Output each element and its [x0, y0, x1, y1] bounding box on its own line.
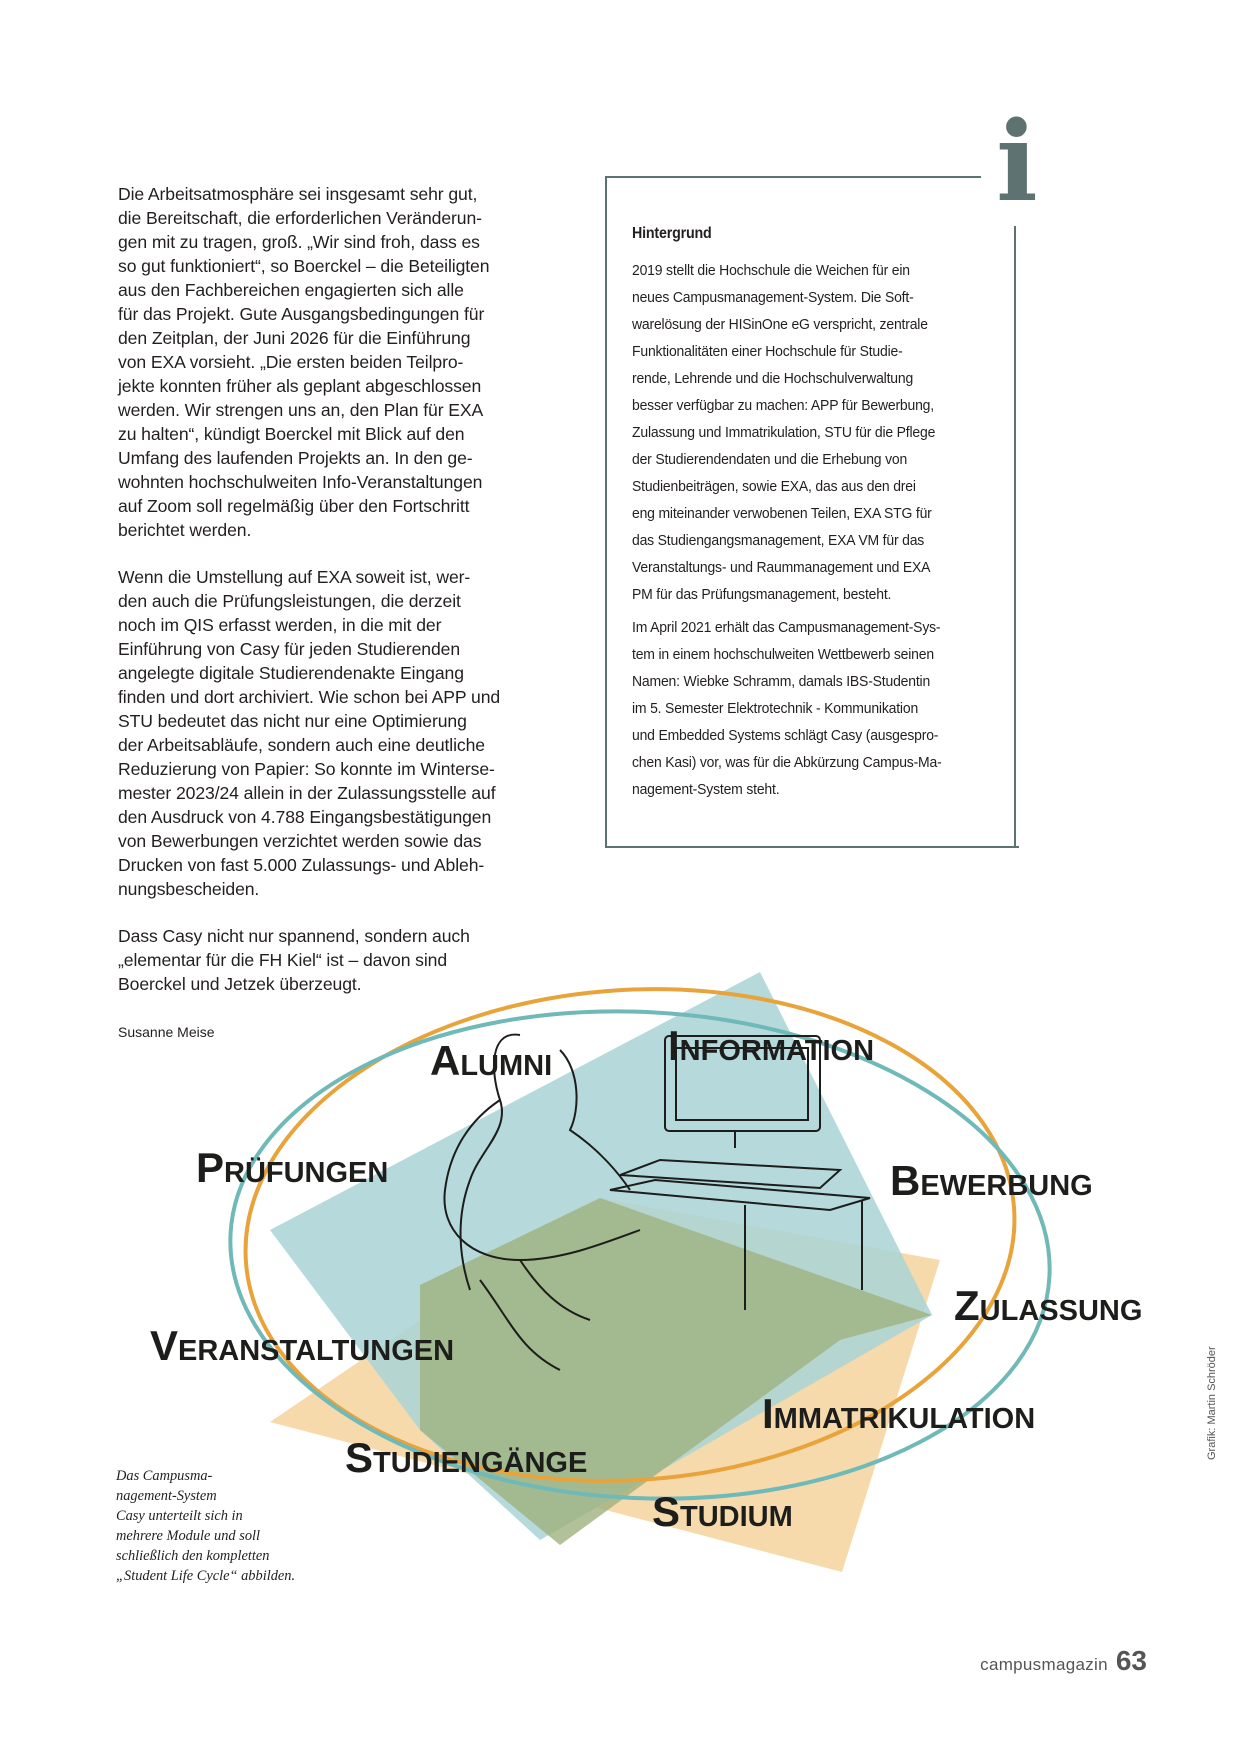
label-immatrikulation: Immatrikulation: [762, 1390, 1036, 1437]
info-box-right-border: [1014, 226, 1016, 848]
article-paragraph: Dass Casy nicht nur spannend, sondern auch „elementar für die FH Kiel“ ist – davon sind Boerckel und Jetzek überzeugt.: [118, 926, 470, 994]
label-studium: Studium: [652, 1488, 793, 1535]
label-pruefungen: Prüfungen: [196, 1144, 389, 1191]
info-box-top-border: [605, 176, 981, 178]
magazine-name: campusmagazin: [980, 1655, 1108, 1674]
page-number: 63: [1115, 1645, 1147, 1676]
info-box-paragraph: Im April 2021 erhält das Campusmanagement-Sys- tem in einem hochschulweiten Wettbewerb seinen Namen: Wiebke Schramm, damals IBS-Studentin im 5. Semester Elektrotechnik - Kommunikation und Embedded Systems schlägt Casy (ausgespro- chen Kasi) vor, was für die Abkürzung Campus-Ma- nagement-System steht.: [632, 619, 942, 798]
graphic-caption: Das Campusma- nagement-System Casy unterteilt sich in mehrere Module und soll schließlich den kompletten „Student Life Cycle“ abbilden.: [116, 1468, 296, 1584]
article-paragraph: Die Arbeitsatmosphäre sei insgesamt sehr gut, die Bereitschaft, die erforderlichen Veränderun- gen mit zu tragen, groß. „Wir sind froh, dass es so gut funktioniert“, so Boerckel – die Beteiligten aus den Fachbereichen engagierten sich alle für das Projekt. Gute Ausgangsbedingungen für den Zeitplan, der Juni 2026 für die Einführung von EXA vorsieht. „Die ersten beiden Teilpro- jekte konnten früher als geplant abgeschlossen werden. Wir strengen uns an, den Plan für EXA zu halten“, kündigt Boerckel mit Blick auf den Umfang des laufenden Projekts an. In den ge- wohnten hochschulweiten Info-Veranstaltungen auf Zoom soll regelmäßig über den Fortschritt berichtet werden.: [118, 184, 490, 540]
label-information: Information: [668, 1022, 875, 1069]
label-alumni: Alumni: [430, 1037, 553, 1084]
label-zulassung: Zulassung: [954, 1282, 1143, 1329]
info-box-heading: Hintergrund: [632, 225, 712, 242]
label-studiengaenge: Studiengänge: [345, 1434, 588, 1481]
info-icon: i: [996, 97, 1038, 226]
graphic-credit: Grafik: Martin Schröder: [1206, 1346, 1218, 1460]
author-name: Susanne Meise: [118, 1024, 215, 1040]
label-veranstaltungen: Veranstaltungen: [150, 1322, 455, 1369]
article-paragraph: Wenn die Umstellung auf EXA soweit ist, wer- den auch die Prüfungsleistungen, die derzeit noch im QIS erfasst werden, in die mit der Einführung von Casy für jeden Studierenden angelegte digitale Studierendenakte Eingang finden und dort archiviert. Wie schon bei APP und STU bedeutet das nicht nur eine Optimierung der Arbeitsabläufe, sondern auch eine deutliche Reduzierung von Papier: So konnte im Winterse- mester 2023/24 allein in der Zulassungsstelle auf den Ausdruck von 4.788 Eingangsbestätigungen von Bewerbungen verzichtet werden sowie das Drucken von fast 5.000 Zulassungs- und Ableh- nungsbescheiden.: [118, 567, 501, 899]
info-box-content: [632, 220, 961, 809]
label-bewerbung: Bewerbung: [890, 1157, 1093, 1204]
info-box-paragraph: 2019 stellt die Hochschule die Weichen für ein neues Campusmanagement-System. Die Soft- warelösung der HISinOne eG verspricht, zentrale Funktionalitäten einer Hochschule für Studie- rende, Lehrende und die Hochschulverwaltung besser verfügbar zu machen: APP für Bewerbung, Zulassung und Immatrikulation, STU für die Pflege der Studierendendaten und die Erhebung von Studienbeiträgen, sowie EXA, das aus den drei eng miteinander verwobenen Teilen, EXA STG für das Studiengangsmanagement, EXA VM für das Veranstaltungs- und Raummanagement und EXA PM für das Prüfungsmanagement, besteht.: [632, 262, 936, 603]
article-body: [118, 182, 538, 1019]
page-footer: [980, 1645, 1147, 1677]
